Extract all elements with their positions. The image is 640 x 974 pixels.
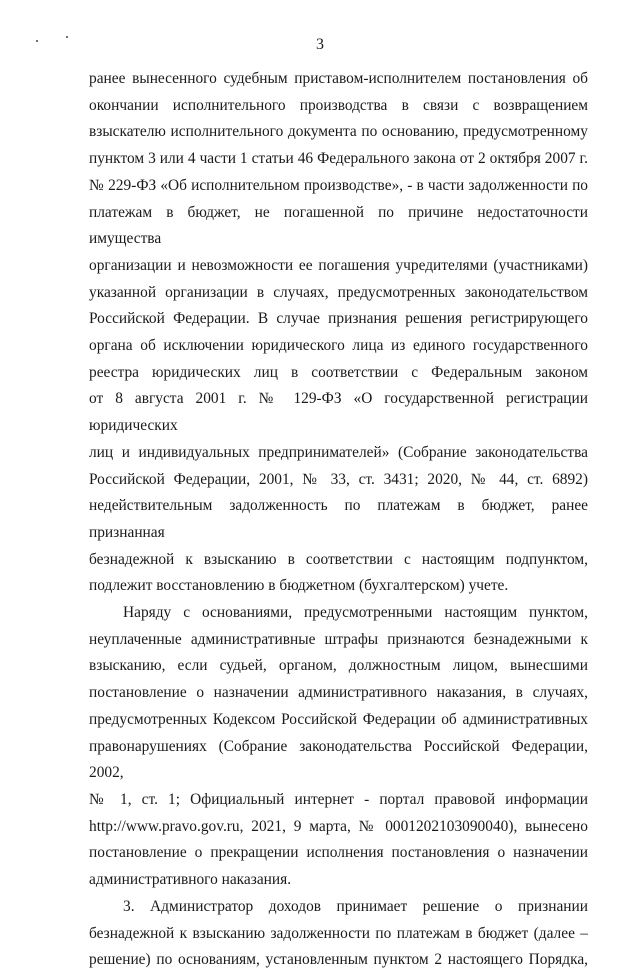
text-line: Российской Федерации. В случае признания решения регистрирующего	[89, 310, 588, 328]
text-line: постановление о назначении административного наказания, в случаях,	[89, 684, 588, 702]
text-line: недействительным задолженность по платежам в бюджет, ранее признанная	[89, 497, 588, 541]
text-line: № 229-ФЗ «Об исполнительном производстве», - в части задолженности по	[89, 176, 588, 194]
paragraph-p3	[89, 894, 588, 974]
text-line: предусмотренных Кодексом Российской Федерации об административных	[89, 710, 588, 728]
text-line: безнадежной к взысканию в соответствии с настоящим подпунктом,	[89, 550, 588, 568]
text-line: http://www.pravo.gov.ru, 2021, 9 марта, № 0001202103090040), вынесено	[89, 817, 588, 835]
paragraph-p1	[89, 66, 588, 600]
text-line: безнадежной к взысканию задолженности по платежам в бюджет (далее –	[89, 924, 588, 942]
text-line: органа об исключении юридического лица из единого государственного	[89, 337, 588, 355]
text-line: окончании исполнительного производства в связи с возвращением	[89, 96, 588, 114]
page-number: 3	[316, 36, 324, 53]
text-line: Наряду с основаниями, предусмотренными настоящим пунктом,	[123, 604, 588, 622]
text-line: № 1, ст. 1; Официальный интернет - портал правовой информации	[89, 790, 588, 808]
text-line: реестра юридических лиц в соответствии с Федеральным законом	[89, 363, 588, 381]
text-line: правонарушениях (Собрание законодательства Российской Федерации, 2002,	[89, 737, 588, 782]
paragraph-p2	[89, 600, 588, 894]
text-line: от 8 августа 2001 г. № 129-ФЗ «О государственной регистрации юридических	[89, 390, 588, 435]
document-body	[89, 66, 588, 974]
text-line: 3. Администратор доходов принимает решение о признании	[123, 897, 588, 915]
text-line: организации и невозможности ее погашения учредителями (участниками)	[89, 256, 588, 274]
text-line: решение) по основаниям, установленным пунктом 2 настоящего Порядка,	[89, 951, 588, 969]
text-line: административного наказания.	[89, 871, 292, 889]
text-line: платежам в бюджет, не погашенной по причине недостаточности имущества	[89, 203, 588, 248]
text-line: пунктом 3 или 4 части 1 статьи 46 Федерального закона от 2 октября 2007 г.	[89, 150, 588, 168]
text-line: постановление о прекращении исполнения постановления о назначении	[89, 844, 588, 862]
text-line: взыскателю исполнительного документа по основанию, предусмотренному	[89, 123, 588, 141]
text-line: неуплаченные административные штрафы признаются безнадежными к	[89, 630, 588, 648]
text-line: ранее вынесенного судебным приставом-исполнителем постановления об	[89, 70, 588, 87]
text-line: лиц и индивидуальных предпринимателей» (Собрание законодательства	[89, 443, 588, 461]
text-line: подлежит восстановлению в бюджетном (бухгалтерском) учете.	[89, 577, 509, 595]
text-line: Российской Федерации, 2001, № 33, ст. 3431; 2020, № 44, ст. 6892)	[89, 470, 588, 488]
text-line: взысканию, если судьей, органом, должностным лицом, вынесшими	[89, 657, 588, 675]
text-line: указанной организации в случаях, предусмотренных законодательством	[89, 283, 588, 301]
